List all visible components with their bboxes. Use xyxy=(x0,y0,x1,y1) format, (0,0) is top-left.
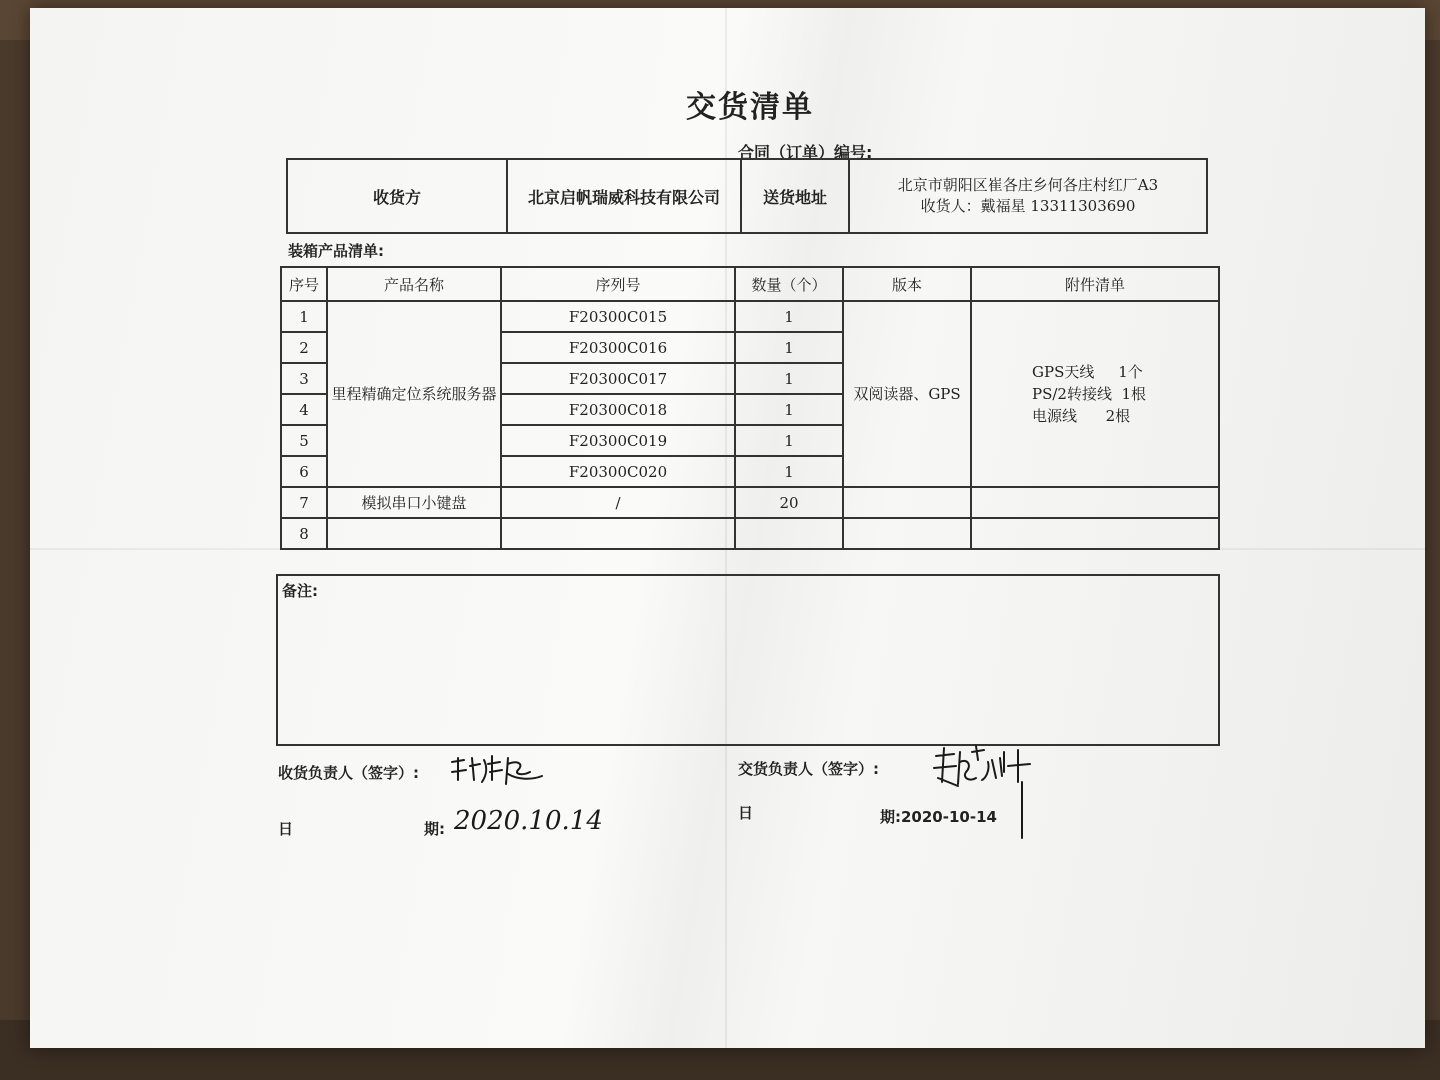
receiver-signature xyxy=(448,750,548,794)
row-accessories xyxy=(971,518,1219,549)
deliverer-sign-label: 交货负责人（签字）: xyxy=(738,760,879,778)
row-serial: F20300C016 xyxy=(501,332,735,363)
product-name-cell: 里程精确定位系统服务器 xyxy=(327,301,501,487)
receiver-value: 北京启帆瑞威科技有限公司 xyxy=(507,159,741,233)
header-qty: 数量（个） xyxy=(735,267,843,301)
row-accessories xyxy=(971,487,1219,518)
table-row xyxy=(281,301,1219,332)
header-serial: 序列号 xyxy=(501,267,735,301)
remarks-label: 备注: xyxy=(282,582,318,600)
row-qty: 1 xyxy=(735,301,843,332)
row-no: 8 xyxy=(281,518,327,549)
row-qty: 1 xyxy=(735,425,843,456)
document-title: 交货清单 xyxy=(686,90,814,125)
receiver-sign-label: 收货负责人（签字）: xyxy=(278,764,419,782)
row-no: 5 xyxy=(281,425,327,456)
receiver-date-handwritten: 2020.10.14 xyxy=(454,806,603,836)
deliverer-signature xyxy=(930,742,1040,846)
deliverer-date-char-1: 日 xyxy=(738,804,754,822)
row-qty: 1 xyxy=(735,332,843,363)
contract-number-label: 合同（订单）编号: xyxy=(738,143,873,162)
row-no: 7 xyxy=(281,487,327,518)
table-header-row xyxy=(281,267,1219,301)
row-serial: F20300C017 xyxy=(501,363,735,394)
deliverer-date: 期:2020-10-14 xyxy=(880,808,997,826)
address-label: 送货地址 xyxy=(741,159,849,233)
header-version: 版本 xyxy=(843,267,971,301)
row-qty: 1 xyxy=(735,456,843,487)
row-no: 6 xyxy=(281,456,327,487)
row-serial: F20300C020 xyxy=(501,456,735,487)
receiver-date-char-2: 期: xyxy=(424,820,445,838)
table-row xyxy=(281,487,1219,518)
row-qty: 1 xyxy=(735,394,843,425)
row-no: 4 xyxy=(281,394,327,425)
accessory-item: GPS天线 1个 xyxy=(1032,363,1143,381)
header-accessories: 附件清单 xyxy=(971,267,1219,301)
receiver-date-char-1: 日 xyxy=(278,820,294,838)
packing-list-label: 装箱产品清单: xyxy=(288,242,384,260)
row-product: 模拟串口小键盘 xyxy=(327,487,501,518)
accessories-cell xyxy=(971,301,1219,487)
row-serial: F20300C019 xyxy=(501,425,735,456)
accessory-item: 电源线 2根 xyxy=(1032,407,1131,425)
header-no: 序号 xyxy=(281,267,327,301)
address-line-2: 收货人：戴福星 13311303690 xyxy=(920,197,1136,215)
row-product xyxy=(327,518,501,549)
packing-list-table xyxy=(280,266,1220,550)
row-no: 3 xyxy=(281,363,327,394)
row-no: 1 xyxy=(281,301,327,332)
row-serial: / xyxy=(501,487,735,518)
row-no: 2 xyxy=(281,332,327,363)
receiver-label: 收货方 xyxy=(287,159,507,233)
row-qty: 20 xyxy=(735,487,843,518)
version-cell: 双阅读器、GPS xyxy=(843,301,971,487)
table-row xyxy=(281,518,1219,549)
address-line-1: 北京市朝阳区崔各庄乡何各庄村红厂A3 xyxy=(897,176,1159,194)
row-version xyxy=(843,518,971,549)
row-serial: F20300C018 xyxy=(501,394,735,425)
accessory-item: PS/2转接线 1根 xyxy=(1032,385,1147,403)
row-qty xyxy=(735,518,843,549)
header-product: 产品名称 xyxy=(327,267,501,301)
row-serial xyxy=(501,518,735,549)
remarks-box xyxy=(276,574,1220,746)
receiver-info-table xyxy=(286,158,1208,234)
row-version xyxy=(843,487,971,518)
row-qty: 1 xyxy=(735,363,843,394)
row-serial: F20300C015 xyxy=(501,301,735,332)
address-value xyxy=(849,159,1207,233)
